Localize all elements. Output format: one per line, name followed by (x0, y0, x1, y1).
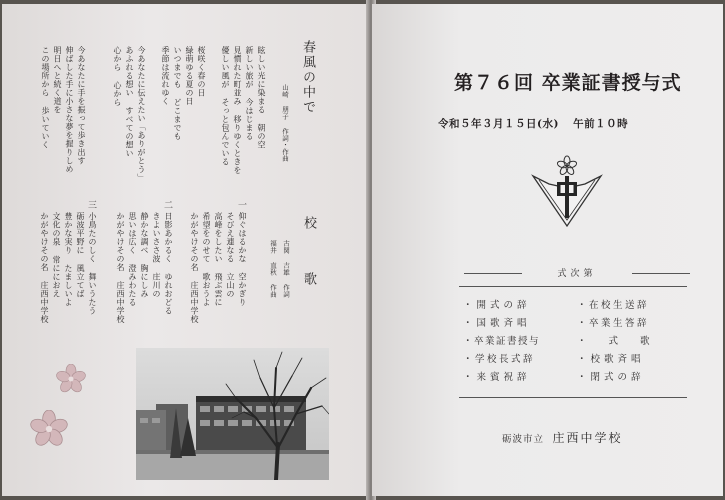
program-item: ・卒業生答辞 (577, 318, 650, 329)
song1-line-1: 眩しい光に染まる 朝の空 (257, 46, 266, 149)
song1-line-3: 見慣れた町並み 移りゆくときを (233, 46, 242, 175)
verse3-line-3: 豊かな実り たましいよ (64, 212, 73, 307)
verse2-line-2: きよいささ波 庄川の (152, 212, 161, 298)
ceremony-title: 第７６回 卒業証書授与式 (454, 72, 682, 94)
song1-credit: 山崎 朋子 作詞・作曲 (281, 84, 289, 162)
program-item: ・国歌斉唱 (463, 318, 531, 329)
song1-line-7: いつまでも どこまでも (173, 46, 182, 141)
song1-line-6: 緑萌ゆる夏の日 (185, 46, 194, 106)
cherry-blossom-icon (30, 410, 68, 448)
ceremony-date-time (438, 116, 628, 131)
song2-title: 校 歌 (301, 216, 316, 299)
verse3-line-5: かがやけその名 庄西中学校 (40, 212, 49, 324)
song2-lyricist: 古関 吉雄 作詞 (282, 240, 290, 298)
program-item: ・開式の辞 (463, 300, 531, 311)
song1-line-14: 明日へと続く道を (53, 46, 62, 114)
verse-number-1: 一 (238, 201, 248, 211)
song1-line-9: 今あなたに伝えたい「ありがとう」 (137, 46, 146, 182)
verse3-line-2: 砺波平野に 風立てば (76, 212, 85, 298)
program-item: ・来賓祝辞 (463, 372, 531, 383)
school-name-block (502, 429, 623, 446)
order-of-ceremony-header (464, 266, 690, 280)
verse-number-2: 二 (164, 201, 174, 211)
song1-line-2: 新しい旅が 今はじまる (245, 46, 254, 141)
song1-line-13: 伸ばした手に小さな夢を握りしめ (65, 46, 74, 174)
song1-line-15: この場所から 歩いていく (41, 46, 50, 149)
verse1-line-2: そびえ連なる 立山の (226, 212, 235, 298)
divider (464, 273, 522, 274)
ceremony-date: 令和５年３月１５日(水) (438, 118, 559, 130)
divider (632, 273, 690, 274)
school-emblem-icon (527, 154, 607, 234)
school-photo (136, 348, 329, 480)
left-page (2, 4, 370, 496)
verse1-line-1: 仰ぐはるかな 空かぎり (238, 212, 247, 307)
verse3-line-4: 文化の泉 常ににおえ (52, 212, 61, 298)
verse1-line-3: 高峰をしたい 飛ぶ雲に (214, 212, 223, 307)
verse3-line-1: 小鳥たのしく 舞いうたう (88, 212, 97, 315)
program-list (459, 286, 687, 398)
cherry-blossom-icon (56, 364, 86, 394)
song1-line-10: あふれる想い すべての想い (125, 46, 134, 158)
ceremony-time: 午前１０時 (573, 118, 629, 130)
song2-composer: 福井 直秋 作曲 (269, 240, 277, 298)
song1-line-4: 優しい風が そっと包んでいる (221, 46, 230, 166)
program-item: ・学校長式辞 (463, 354, 536, 365)
verse1-line-5: かがやけその名 庄西中学校 (190, 212, 199, 324)
verse2-line-1: 日影あかるく ゆれおどる (164, 212, 173, 315)
program-item: ・在校生送辞 (577, 300, 650, 311)
verse2-line-5: かがやけその名 庄西中学校 (116, 212, 125, 324)
program-item: ・閉式の辞 (577, 372, 645, 383)
program-item: ・校歌斉唱 (577, 354, 645, 365)
song1-line-12: 今あなたに手を振って歩き出す (77, 46, 86, 165)
program-item: ・式歌 (577, 336, 672, 347)
order-of-ceremony-title: 式次第 (557, 269, 597, 279)
verse-number-3: 三 (88, 201, 98, 211)
song1-line-11: 心から 心から (113, 46, 122, 107)
verse1-line-4: 希望をのせて 歌おうよ (202, 212, 211, 307)
verse2-line-3: 静かな調べ 胸にしみ (140, 212, 149, 298)
song1-line-5: 桜咲く春の日 (197, 46, 206, 97)
right-page (372, 4, 723, 496)
song1-title: 春風の中で (300, 40, 315, 115)
program-item: ・卒業証書授与 (463, 336, 541, 347)
verse2-line-4: 思いは広く 澄みわたる (128, 212, 137, 307)
school-city: 砺波市立 (502, 434, 545, 445)
song1-line-8: 季節は流れゆく (161, 46, 170, 106)
school-name: 庄西中学校 (552, 431, 623, 445)
